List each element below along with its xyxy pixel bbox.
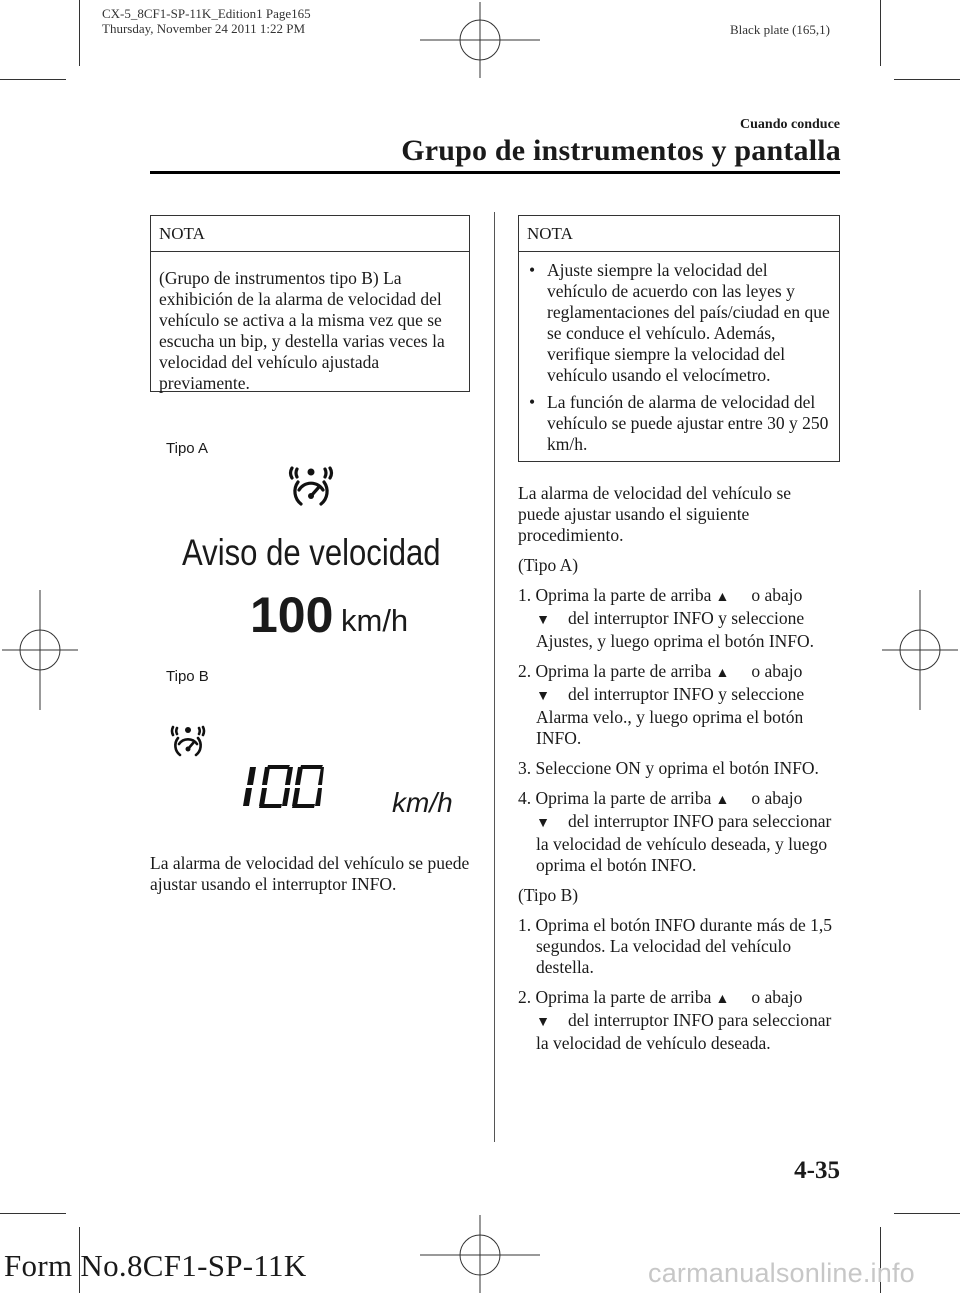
step-item bbox=[518, 758, 836, 779]
step-number: 2. bbox=[518, 661, 532, 681]
step-text: o abajo bbox=[751, 661, 803, 681]
crop-mark bbox=[79, 0, 80, 66]
column-divider bbox=[494, 212, 495, 1142]
up-arrow-icon: ▲ bbox=[715, 992, 730, 1007]
step-item bbox=[518, 987, 836, 1054]
watermark: carmanualsonline.info bbox=[648, 1258, 915, 1288]
note-bullet: • Ajuste siempre la velocidad del vehículo de acuerdo con las leyes y reglamentaciones del país/ciudad en que se conduce el vehículo. Además, verifique siempre la velocidad del vehículo usando el velocímetro. bbox=[529, 260, 830, 385]
speed-warning-message: Aviso de velocidad bbox=[182, 532, 441, 573]
speed-value-a: 100 bbox=[250, 587, 334, 643]
note-heading: NOTA bbox=[151, 216, 469, 252]
speed-unit-a: km/h bbox=[341, 603, 409, 638]
step-text: Oprima la parte de arriba bbox=[535, 788, 712, 808]
page-number: 4-35 bbox=[794, 1157, 840, 1184]
step-text: del interruptor INFO y seleccione Ajustes, y luego oprima el botón INFO. bbox=[536, 608, 815, 651]
step-number: 3. bbox=[518, 758, 532, 778]
speed-unit-b: km/h bbox=[392, 787, 453, 818]
step-text: o abajo bbox=[751, 585, 803, 605]
crop-mark bbox=[894, 79, 960, 80]
print-meta bbox=[102, 6, 311, 36]
step-number: 1. bbox=[518, 915, 532, 935]
step-text: Oprima la parte de arriba bbox=[535, 585, 712, 605]
registration-mark-left bbox=[0, 590, 80, 710]
tipo-b-label: Tipo B bbox=[166, 668, 209, 685]
step-text: o abajo bbox=[751, 987, 803, 1007]
registration-mark-top bbox=[420, 0, 540, 80]
step-text: Oprima el botón INFO durante más de 1,5 segundos. La velocidad del vehículo destella. bbox=[535, 915, 832, 977]
left-paragraph: La alarma de velocidad del vehículo se puede ajustar usando el interruptor INFO. bbox=[150, 853, 470, 894]
crop-mark bbox=[0, 79, 66, 80]
step-number: 1. bbox=[518, 585, 532, 605]
speed-alarm-icon bbox=[170, 721, 206, 763]
plate-label: Black plate (165,1) bbox=[730, 22, 830, 37]
registration-mark-right bbox=[880, 590, 960, 710]
header-rule bbox=[150, 171, 840, 174]
step-item bbox=[518, 788, 836, 876]
step-text: Oprima la parte de arriba bbox=[535, 661, 712, 681]
up-arrow-icon: ▲ bbox=[715, 666, 730, 681]
step-text: del interruptor INFO para seleccionar la velocidad de vehículo deseada, y luego oprima el botón INFO. bbox=[536, 811, 832, 875]
note-box-left bbox=[150, 215, 470, 392]
note-bullet: • La función de alarma de velocidad del vehículo se puede ajustar entre 30 y 250 km/h. bbox=[529, 392, 829, 454]
crop-mark bbox=[880, 0, 881, 66]
registration-mark-bottom bbox=[420, 1210, 540, 1293]
note-bullet-text: Ajuste siempre la velocidad del vehículo de acuerdo con las leyes y reglamentaciones del país/ciudad en que se conduce el vehículo. Además, verifique siempre la velocidad del vehículo usando el velocímetro. bbox=[547, 260, 830, 385]
crop-mark bbox=[894, 1213, 960, 1214]
step-item bbox=[518, 585, 836, 652]
step-text: del interruptor INFO para seleccionar la velocidad de vehículo deseada. bbox=[536, 1010, 832, 1053]
print-meta-line2: Thursday, November 24 2011 1:22 PM bbox=[102, 21, 306, 36]
note-bullet-text: La función de alarma de velocidad del vehículo se puede ajustar entre 30 y 250 km/h. bbox=[547, 392, 829, 454]
up-arrow-icon: ▲ bbox=[715, 793, 730, 808]
step-text: Seleccione ON y oprima el botón INFO. bbox=[535, 758, 819, 778]
down-arrow-icon: ▼ bbox=[536, 613, 550, 628]
segment-display-100 bbox=[232, 764, 324, 810]
tipo-b-heading: (Tipo B) bbox=[518, 885, 579, 905]
right-column-text bbox=[518, 483, 836, 1063]
step-text: Oprima la parte de arriba bbox=[535, 987, 712, 1007]
step-text: o abajo bbox=[751, 788, 803, 808]
step-item bbox=[518, 661, 836, 749]
down-arrow-icon: ▼ bbox=[536, 689, 550, 704]
down-arrow-icon: ▼ bbox=[536, 1015, 550, 1030]
step-number: 2. bbox=[518, 987, 532, 1007]
note-text: (Grupo de instrumentos tipo B) La exhibición de la alarma de velocidad del vehículo se activa a la misma vez que se escucha un bip, y destella varias veces la velocidad del vehículo ajustada previamente. bbox=[159, 268, 445, 393]
tipo-a-heading: (Tipo A) bbox=[518, 555, 579, 575]
note-bullets bbox=[519, 252, 839, 469]
step-text: del interruptor INFO y seleccione Alarma velo., y luego oprima el botón INFO. bbox=[536, 684, 805, 748]
intro-paragraph: La alarma de velocidad del vehículo se puede ajustar usando el siguiente procedimiento. bbox=[518, 483, 792, 545]
down-arrow-icon: ▼ bbox=[536, 816, 550, 831]
speed-alarm-icon bbox=[288, 460, 334, 514]
print-meta-line1: CX-5_8CF1-SP-11K_Edition1 Page165 bbox=[102, 6, 311, 21]
step-item bbox=[518, 915, 836, 978]
tipo-a-label: Tipo A bbox=[166, 440, 208, 457]
crop-mark bbox=[0, 1213, 66, 1214]
section-label: Cuando conduce bbox=[740, 117, 840, 132]
note-box-right bbox=[518, 215, 840, 462]
note-heading: NOTA bbox=[519, 216, 839, 252]
step-number: 4. bbox=[518, 788, 532, 808]
page-title: Grupo de instrumentos y pantalla bbox=[401, 134, 841, 167]
up-arrow-icon: ▲ bbox=[715, 590, 730, 605]
form-number: Form No.8CF1-SP-11K bbox=[4, 1248, 307, 1283]
